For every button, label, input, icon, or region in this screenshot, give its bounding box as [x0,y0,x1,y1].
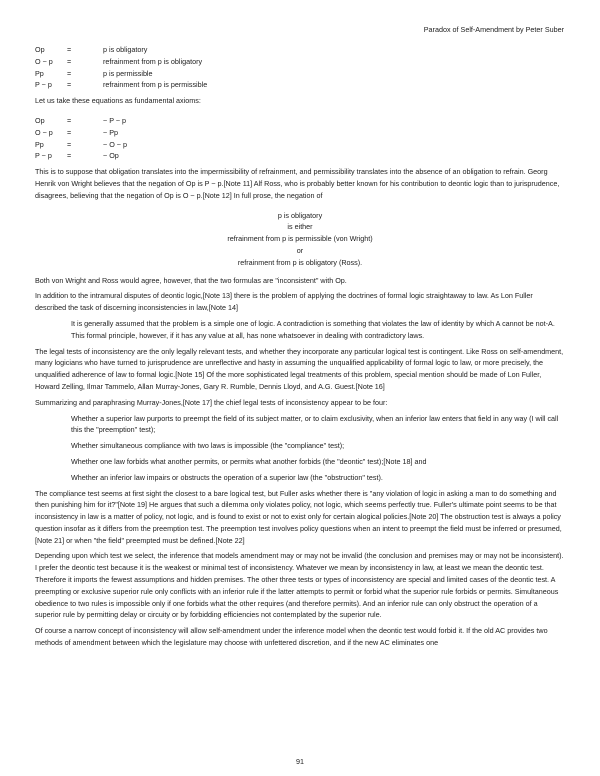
equation-row: Pp = p is permissible [35,68,153,78]
centered-line: is either [287,222,313,232]
centered-line: p is obligatory [277,210,323,220]
test-item: Whether one law forbids what another permits, or permits what another forbids (the "deontic" test);[Note 18] and [71,456,427,466]
test-item: Whether a superior law purports to preempt the field of its subject matter, or to claim exclusivity, when an inferior law enters that field in any way (I will call this the "preemption" test); [71,413,559,435]
centered-line: refrainment from p is obligatory (Ross). [237,257,363,267]
test-item: Whether an inferior law impairs or obstructs the operation of a superior law (the "obstruction" test). [71,472,383,482]
equation-row: Pp = ~ O ~ p [35,139,127,149]
body-text [35,44,565,653]
page-number: 91 [296,757,304,766]
paragraph: This is to suppose that obligation translates into the impermissibility of refrainment, and permissibility translates into the absence of an obligation to refrain. Georg Henrik von Wright believes that the negation of Op is P ~ p.[Note 11] Alf Ross, who is probably better known for his contribution to deontic logic than to jurisprudence, disagrees, believing that the negation of Op is O ~ p.[Note 12] In full prose, the negation of [35,167,560,200]
paragraph: In addition to the intramural disputes of deontic logic,[Note 13] there is the problem of applying the doctrines of formal logic straightaway to law. As Lon Fuller described the task of discerning inconsistencies in law,[Note 14] [35,291,533,313]
equation-row: P ~ p = refrainment from p is permissible [35,80,208,90]
paragraph: Summarizing and paraphrasing Murray-Jones,[Note 17] the chief legal tests of inconsistency appear to be four: [35,397,388,407]
equation-row: O ~ p = ~ Pp [35,127,118,137]
paragraph: Of course a narrow concept of inconsistency will allow self-amendment under the inference model when the deontic test would forbid it. If the old AC provides two methods of amendment between which the legislature may choose with unfettered discretion, and if the new AC eliminates one [35,626,548,648]
paragraph: The legal tests of inconsistency are the only legally relevant tests, and whether they incorporate any particular logical test is contingent. Like Ross on self-amendment, many logicians who have turned to jurisprudence are unreflective and hasty in assuming the unqualified applicability of formal logic to law, or more precisely, the unqualified adherence of law to formal logic.[Note 15] Of the more sophisticated legal treatments of this problem, special mention should be made of Lon Fuller, Howard Zelling, Ilmar Tammelo, Allan Murray-Jones, Gary R. Rumble, Dennis Lloyd, and A.G. Guest.[Note 16] [35,346,564,391]
equation-row: Op = p is obligatory [35,45,148,54]
equation-row: Op = ~ P ~ p [35,115,127,125]
paragraph: Both von Wright and Ross would agree, however, that the two formulas are "inconsistent" with Op. [35,275,347,285]
axioms-block [35,115,565,162]
centered-block [35,210,565,269]
centered-line: or [296,245,304,255]
test-item: Whether simultaneous compliance with two laws is impossible (the "compliance" test); [71,441,345,451]
equation-row: O ~ p = refrainment from p is obligatory [35,56,203,66]
centered-line: refrainment from p is permissible (von Wright) [227,234,373,244]
paragraph: Depending upon which test we select, the inference that models amendment may or may not be invalid (the conclusion and premises may or may not be inconsistent). I prefer the deontic test because it is the weakest or minimal test of inconsistency. Whatever we mean by inconsistency in law, at least we mean the deontic test. Therefore it imports the fewest assumptions and hidden premises. The other three tests or types of inconsistency are special and limited cases of the deontic test. A preempting or exclusive superior rule only conflicts with an inferior rule if the latter attempts to permit or forbid what the superior rule forbids or permits. Simultaneous obedience to two rules is impossible only if one forbids what the other requires (and therefore permits). And an inferior rule can only obstruct the operation of a superior rule by permitting delay or circuity or by forbidding efficiencies not contemplated by the superior rule. [35,551,564,620]
block-quote: It is generally assumed that the problem is a simple one of logic. A contradiction is something that violates the law of identity by which A cannot be not-A. This formal principle, however, if it has any value at all, has none whatsoever in dealing with contradictory laws. [71,318,555,340]
intro-paragraph: Let us take these equations as fundamental axioms: [35,96,201,106]
equation-row: P ~ p = ~ Op [35,151,119,161]
running-header: Paradox of Self-Amendment by Peter Suber [423,25,564,34]
paragraph: The compliance test seems at first sight the closest to a bare logical test, but Fuller asks whether there is "any violation of logic in asking a man to do something and then punishing him for it?"[Note 19] He argues that such a dilemma only violates policy, not logic, which seems perfectly true. Fuller's ultimate point seems to be that inconsistency in law is a matter of policy, not logic, and is found to exist or not to exist only for certain alogical policies.[Note 20] The obstruction test is always a policy question insofar as it differs from the preemption test. The preemption test involves policy questions when an intent to preempt the field must be inferred or presumed,[Note 21] or when "the field" preempted must be defined.[Note 22] [35,488,562,545]
definitions-block [35,44,565,91]
